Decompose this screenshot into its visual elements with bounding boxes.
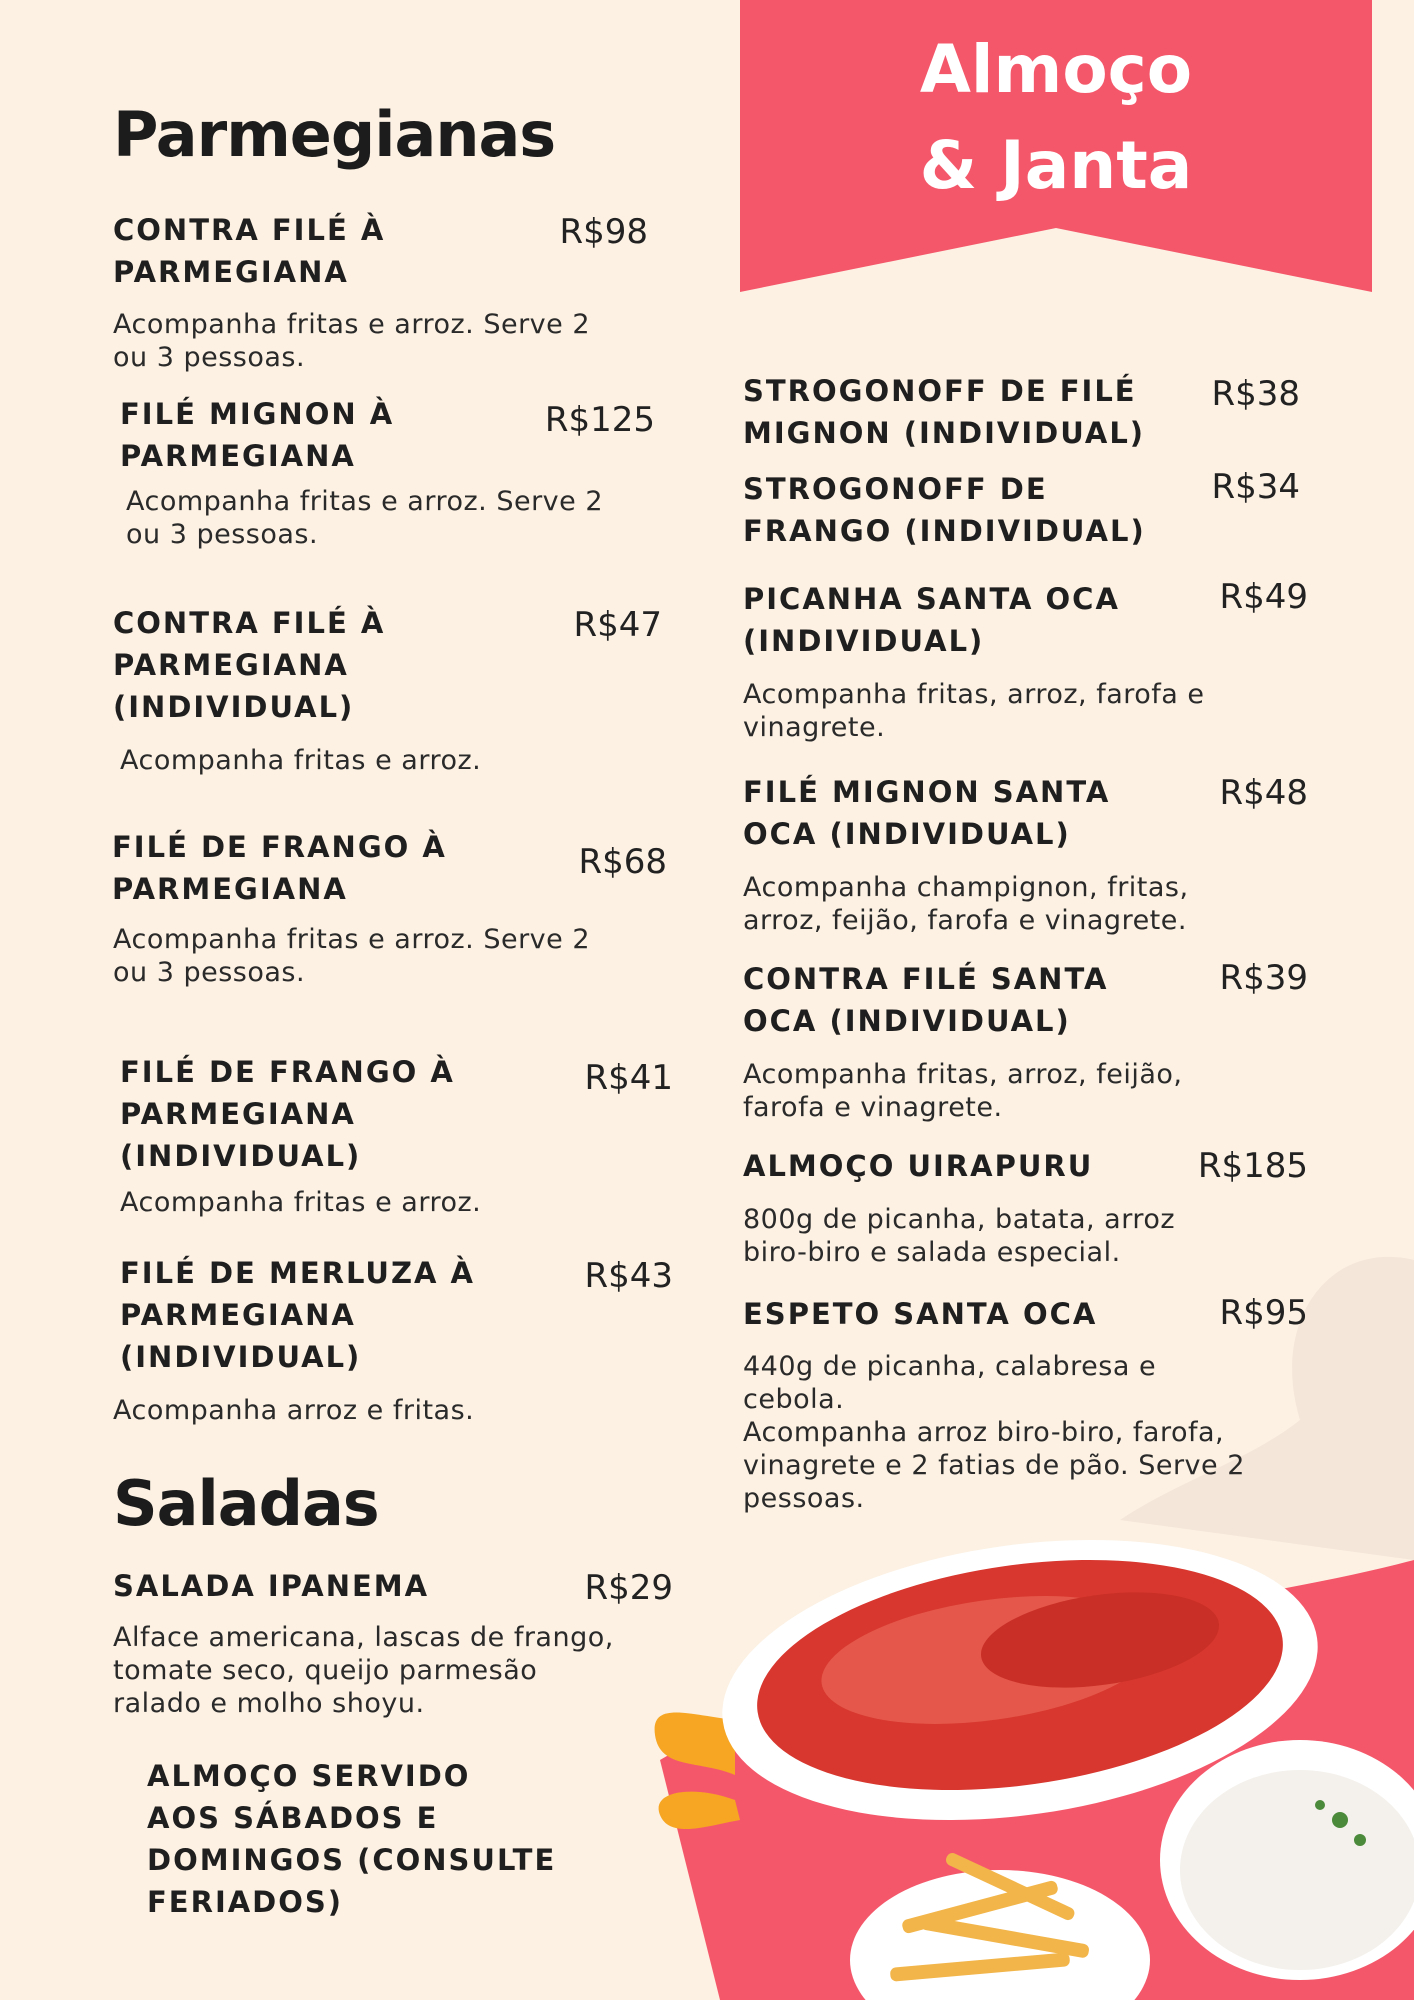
menu-item-name: CONTRA FILÉ À PARMEGIANA — [113, 213, 386, 289]
menu-item-name: FILÉ DE FRANGO À PARMEGIANA (INDIVIDUAL) — [120, 1055, 455, 1173]
menu-item-name: FILÉ MIGNON SANTA OCA (INDIVIDUAL) — [743, 775, 1111, 851]
menu-item-desc: Acompanha fritas e arroz. — [120, 745, 482, 776]
menu-item-price: R$185 — [1197, 1146, 1308, 1186]
saladas-title: Saladas — [113, 1467, 379, 1540]
menu-item-desc: 800g de picanha, batata, arroz biro-biro e salada especial. — [743, 1204, 1176, 1268]
menu-item-name: ALMOÇO UIRAPURU — [743, 1149, 1094, 1183]
menu-item-price: R$68 — [578, 842, 667, 882]
menu-item-name: CONTRA FILÉ SANTA OCA (INDIVIDUAL) — [743, 962, 1109, 1038]
menu-item-name: ESPETO SANTA OCA — [743, 1297, 1098, 1331]
menu-item-name: CONTRA FILÉ À PARMEGIANA (INDIVIDUAL) — [113, 606, 386, 724]
menu-item-desc: Acompanha champignon, fritas, arroz, feijão, farofa e vinagrete. — [743, 872, 1189, 936]
menu-item-desc: Acompanha fritas, arroz, feijão, farofa e vinagrete. — [743, 1059, 1183, 1123]
menu-item-desc: Acompanha fritas e arroz. Serve 2 ou 3 pessoas. — [126, 486, 604, 550]
menu-item-price: R$41 — [584, 1058, 673, 1098]
menu-item-name: FILÉ MIGNON À PARMEGIANA — [120, 397, 395, 473]
menu-item-price: R$39 — [1219, 958, 1308, 998]
menu-item-name: PICANHA SANTA OCA (INDIVIDUAL) — [743, 582, 1120, 658]
menu-item-price: R$43 — [584, 1256, 673, 1296]
banner-title: Almoço & Janta — [919, 31, 1193, 204]
menu-item-name: SALADA IPANEMA — [113, 1569, 430, 1603]
menu-item-price: R$48 — [1219, 773, 1308, 813]
menu-item-desc: Alface americana, lascas de frango, tomate seco, queijo parmesão ralado e molho shoyu. — [113, 1622, 614, 1719]
menu-item-price: R$47 — [573, 605, 662, 645]
menu-item-name: FILÉ DE FRANGO À PARMEGIANA — [112, 830, 447, 906]
menu-item-price: R$98 — [559, 212, 648, 252]
menu-item-name: STROGONOFF DE FILÉ MIGNON (INDIVIDUAL) — [743, 374, 1146, 450]
menu-item-desc: Acompanha fritas e arroz. — [120, 1187, 482, 1218]
menu-item-desc: Acompanha arroz e fritas. — [113, 1395, 475, 1426]
menu-item-name: FILÉ DE MERLUZA À PARMEGIANA (INDIVIDUAL) — [120, 1256, 475, 1374]
menu-item-price: R$29 — [584, 1568, 673, 1608]
menu-item-desc: Acompanha fritas e arroz. Serve 2 ou 3 pessoas. — [113, 309, 591, 373]
menu-item-price: R$38 — [1211, 374, 1300, 414]
menu-item-desc: Acompanha fritas e arroz. Serve 2 ou 3 pessoas. — [113, 924, 591, 988]
parmegianas-title: Parmegianas — [113, 98, 556, 171]
service-notice: ALMOÇO SERVIDO AOS SÁBADOS E DOMINGOS (CONSULTE FERIADOS) — [147, 1759, 557, 1919]
menu-item-desc: 440g de picanha, calabresa e cebola. Acompanha arroz biro-biro, farofa, vinagrete e 2 fatias de pão. Serve 2 pessoas. — [743, 1351, 1245, 1514]
menu-item-price: R$125 — [544, 400, 655, 440]
menu-item-price: R$95 — [1219, 1293, 1308, 1333]
menu-item-desc: Acompanha fritas, arroz, farofa e vinagrete. — [743, 679, 1205, 743]
menu-item-name: STROGONOFF DE FRANGO (INDIVIDUAL) — [743, 472, 1146, 548]
menu-item-price: R$49 — [1219, 577, 1308, 617]
menu-item-price: R$34 — [1211, 467, 1300, 507]
